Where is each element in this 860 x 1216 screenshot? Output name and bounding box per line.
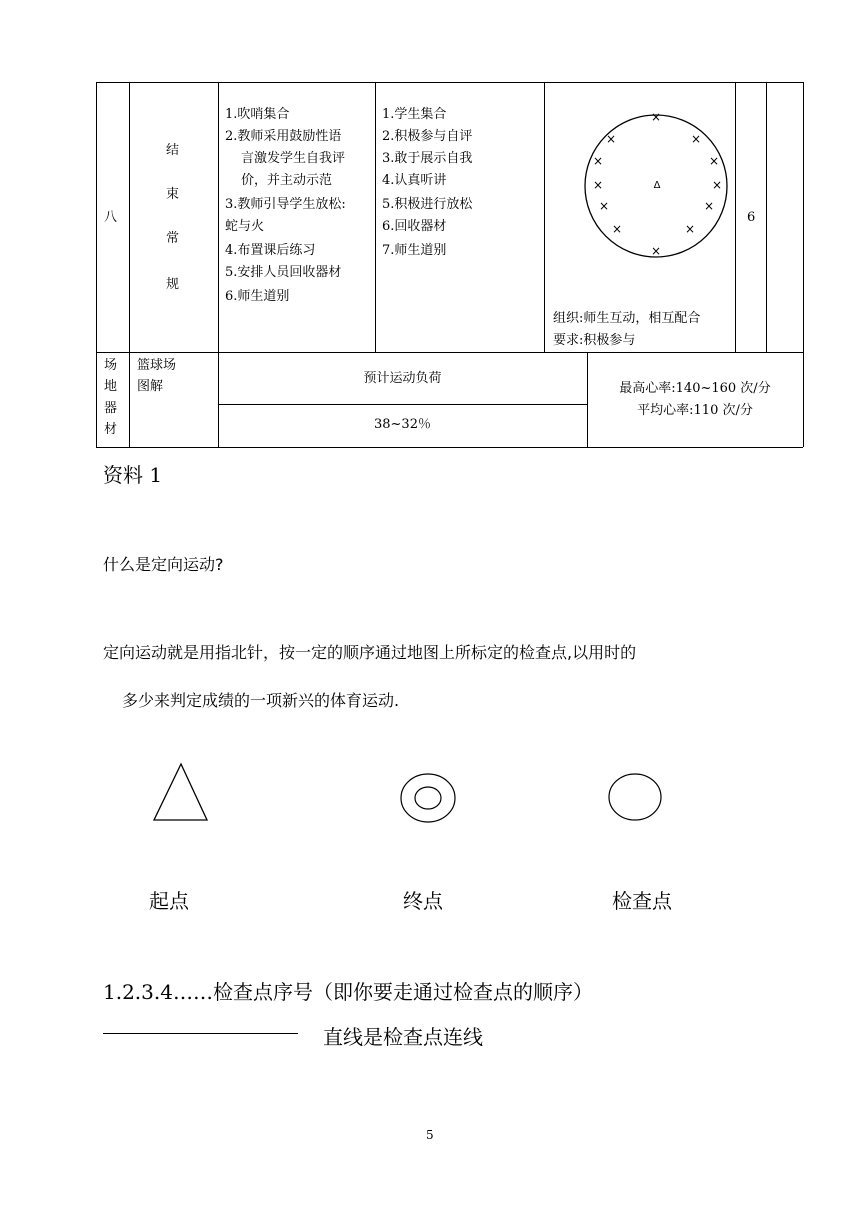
section-title-char-3: 常 (166, 231, 180, 246)
heart-rate-avg: 平均心率:110 次/分 (637, 403, 753, 418)
organization-text: 组织:师生互动，相互配合 (553, 311, 701, 326)
teacher-step: 4.布置课后练习 (225, 243, 316, 258)
marker-x: × (592, 178, 604, 192)
end-label: 终点 (403, 889, 443, 913)
marker-x: × (708, 154, 720, 168)
connector-line-sample (103, 1033, 298, 1034)
teacher-step: 5.安排人员回收器材 (225, 265, 342, 280)
student-step: 6.回收器材 (382, 219, 447, 234)
checkpoint-label: 检查点 (612, 889, 672, 913)
definition-line-1: 定向运动就是用指北针，按一定的顺序通过地图上所标定的检查点,以用时的 (103, 643, 637, 662)
start-label: 起点 (149, 889, 189, 913)
section-title-char-2: 束 (166, 187, 180, 202)
material-title: 资料 1 (103, 463, 163, 487)
sequence-note: 1.2.3.4……检查点序号（即你要走通过检查点的顺序） (103, 980, 593, 1004)
section-title-char-1: 结 (166, 143, 180, 158)
marker-x: × (650, 244, 662, 258)
venue-label-char-1: 场 (104, 358, 118, 373)
teacher-step: 价，并主动示范 (241, 173, 333, 188)
section-title-char-4: 规 (166, 277, 180, 292)
definition-line-2: 多少来判定成绩的一项新兴的体育运动. (122, 691, 400, 710)
marker-x: × (598, 199, 610, 213)
student-step: 5.积极进行放松 (382, 197, 473, 212)
teacher-step: 言激发学生自我评 (241, 151, 346, 166)
student-step: 4.认真听讲 (382, 173, 447, 188)
load-value: 38~32％ (374, 417, 431, 432)
student-step: 1.学生集合 (382, 107, 447, 122)
finish-double-circle-icon (398, 770, 458, 826)
checkpoint-circle-icon (606, 770, 666, 826)
teacher-position-icon: Δ (653, 180, 661, 191)
start-triangle-icon (150, 760, 212, 824)
student-step: 2.积极参与自评 (382, 129, 473, 144)
marker-x: × (684, 222, 696, 236)
teacher-step: 6.师生道别 (225, 289, 290, 304)
heart-rate-max: 最高心率:140~160 次/分 (619, 381, 771, 396)
marker-x: × (650, 110, 662, 124)
student-step: 7.师生道别 (382, 243, 447, 258)
teacher-step: 蛇与火 (225, 219, 265, 234)
teacher-step: 3.教师引导学生放松: (225, 197, 346, 212)
student-step: 3.敢于展示自我 (382, 151, 473, 166)
venue-label-char-2: 地 (104, 379, 118, 394)
line-note: 直线是检查点连线 (323, 1025, 483, 1049)
page-number: 5 (426, 1128, 434, 1142)
marker-x: × (605, 132, 617, 146)
marker-x: × (703, 199, 715, 213)
marker-x: × (592, 154, 604, 168)
load-label: 预计运动负荷 (363, 371, 442, 386)
teacher-step: 1.吹哨集合 (225, 107, 290, 122)
teacher-step: 2.教师采用鼓励性语 (225, 129, 342, 144)
venue-label-char-4: 材 (104, 422, 118, 437)
venue-value-line-1: 篮球场 (137, 358, 177, 373)
venue-value-line-2: 图解 (137, 379, 164, 394)
question-heading: 什么是定向运动? (103, 555, 224, 574)
section-number: 八 (104, 210, 118, 225)
duration-value: 6 (747, 210, 756, 225)
venue-label-char-3: 器 (104, 401, 118, 416)
requirement-text: 要求:积极参与 (553, 333, 636, 348)
marker-x: × (611, 222, 623, 236)
marker-x: × (711, 178, 723, 192)
marker-x: × (690, 132, 702, 146)
formation-diagram (546, 84, 734, 264)
